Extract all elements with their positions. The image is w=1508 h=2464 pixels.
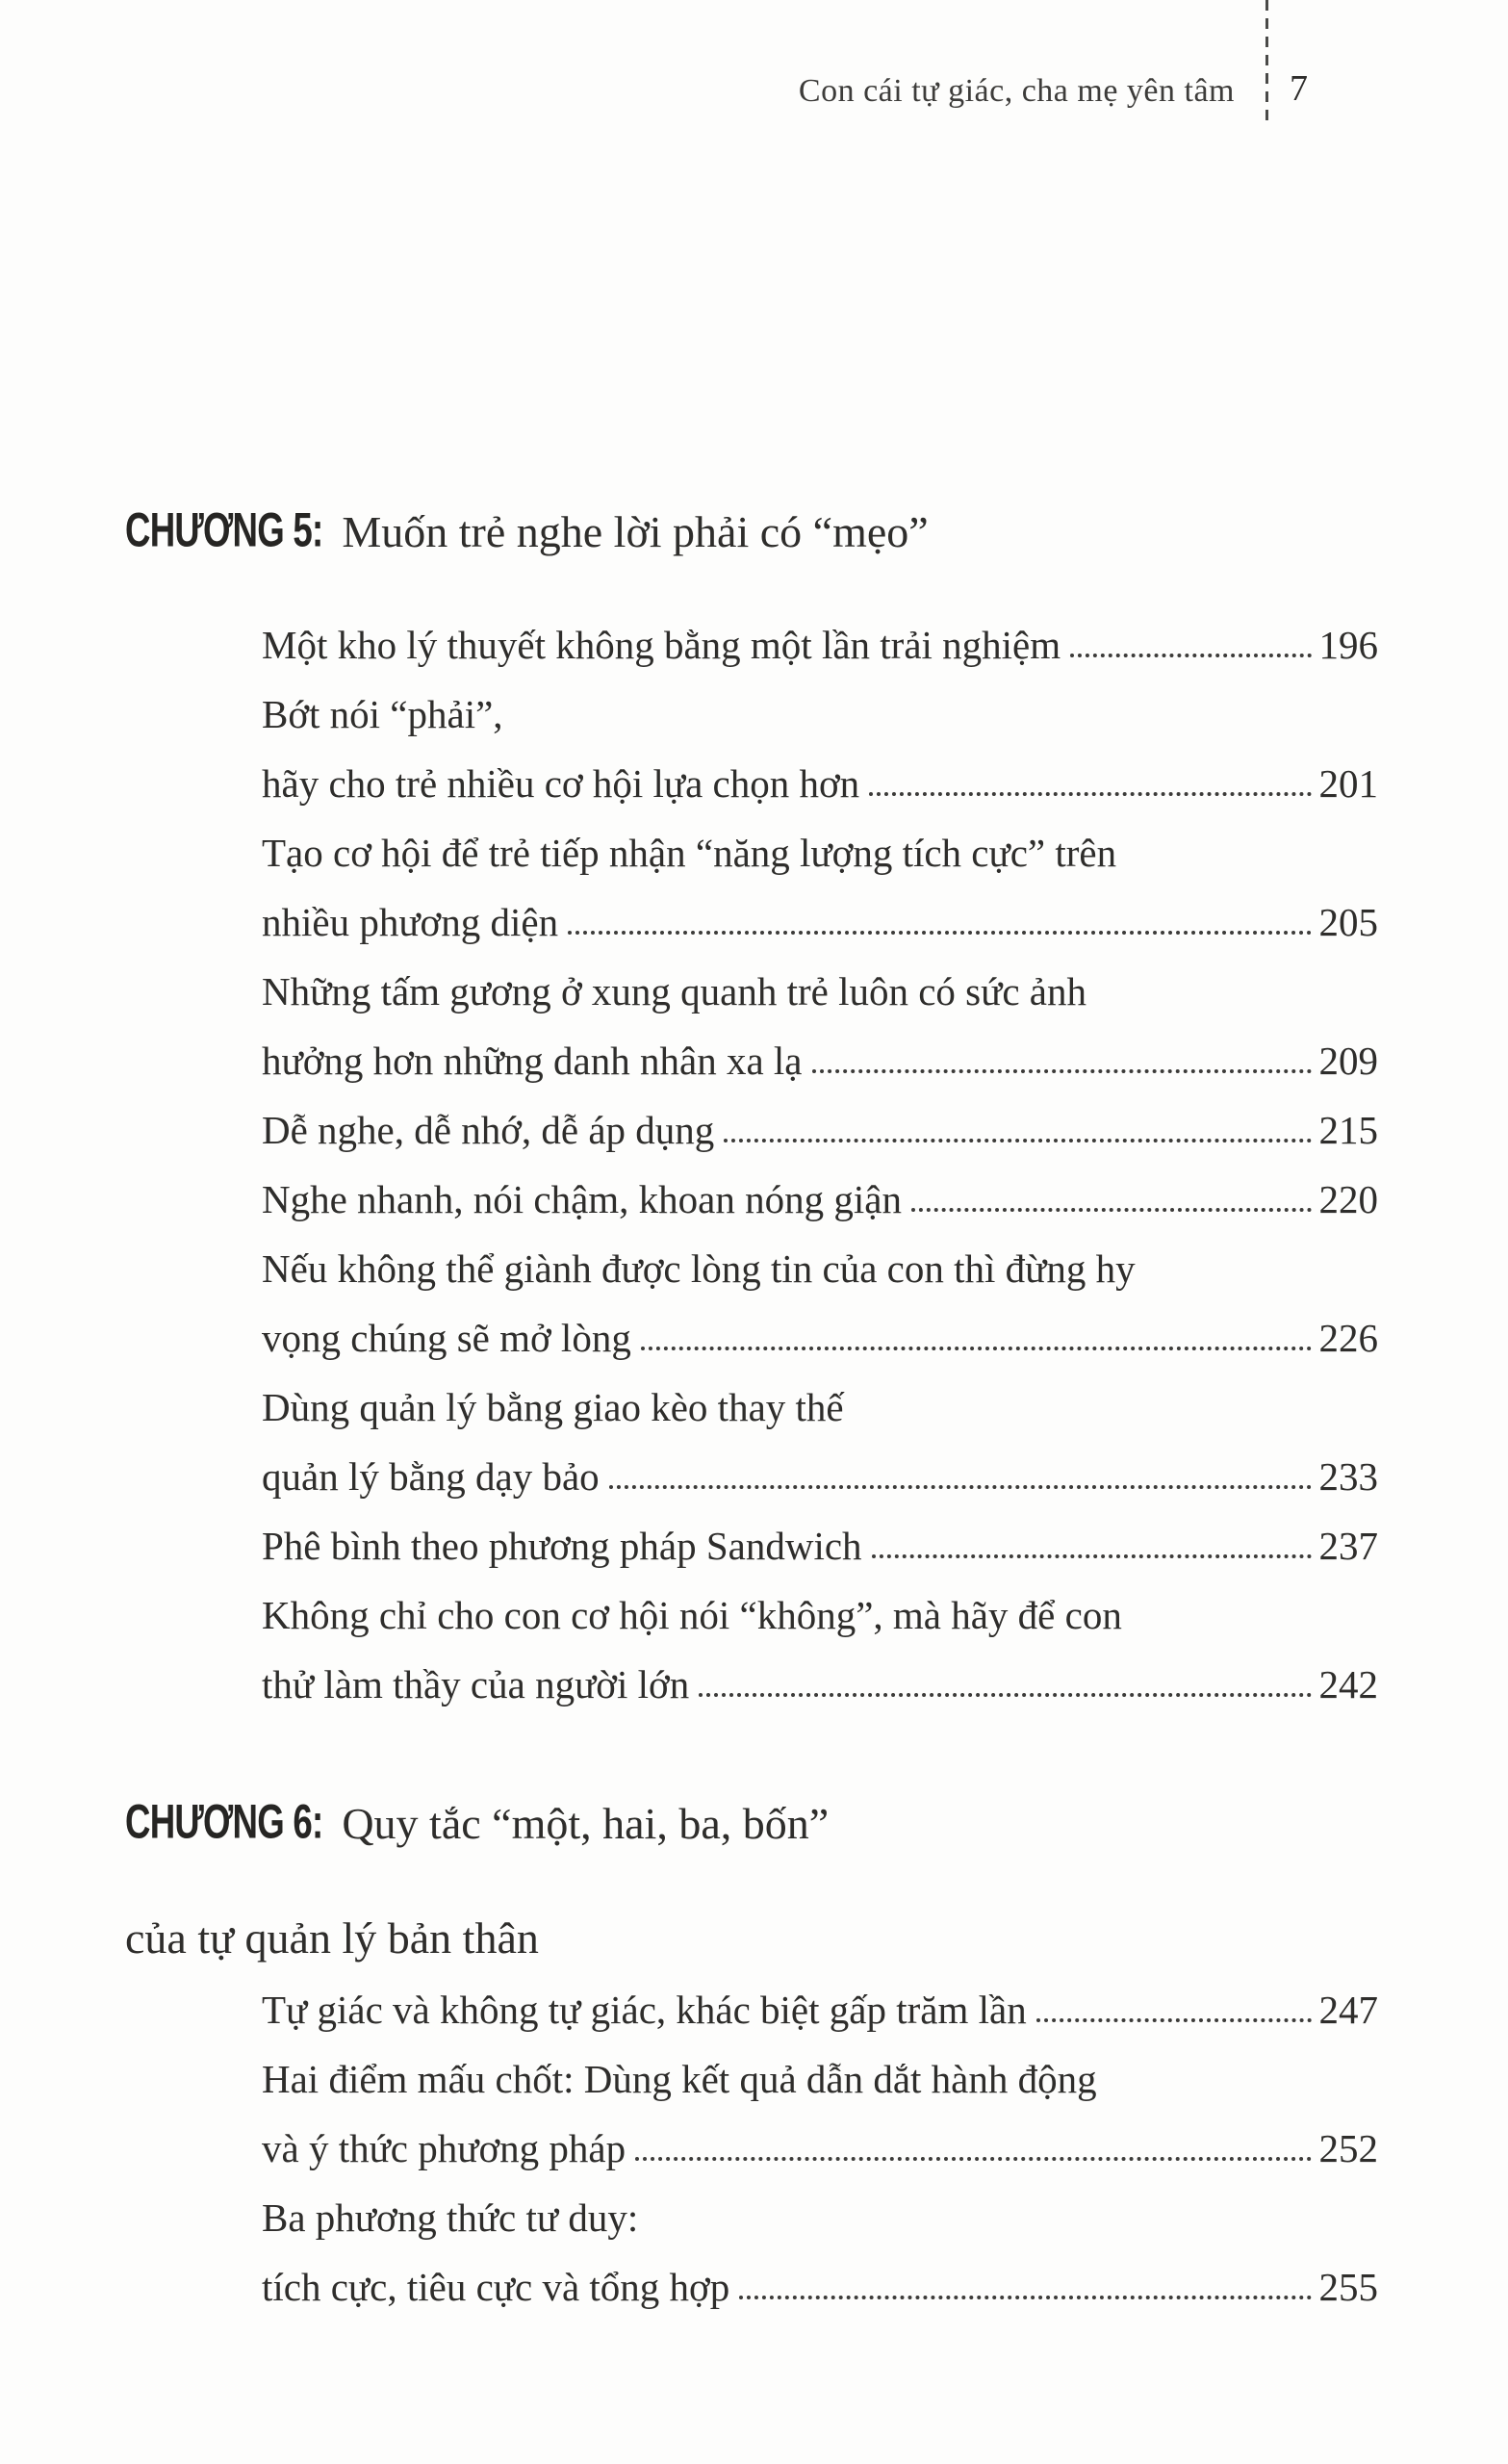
- toc-entry: [125, 1292, 1378, 1361]
- toc-entry: [125, 807, 1378, 876]
- entry-page-number: 220: [1318, 1177, 1378, 1221]
- toc-entry: [125, 737, 1378, 807]
- entry-text: Tạo cơ hội để trẻ tiếp nhận “năng lượng tích cực” trên: [262, 831, 1117, 875]
- entry-text: Một kho lý thuyết không bằng một lần trải nghiệm: [262, 623, 1061, 667]
- entry-text: nhiều phương diện: [262, 900, 559, 944]
- entry-page-number: 215: [1318, 1108, 1378, 1152]
- toc-entry: [125, 599, 1378, 668]
- entry-text: hưởng hơn những danh nhân xa lạ: [262, 1039, 803, 1083]
- entry-page-number: 226: [1318, 1316, 1378, 1360]
- toc-entry: [125, 1964, 1378, 2033]
- entry-page-number: 255: [1318, 2265, 1378, 2309]
- dot-leader: [635, 2157, 1311, 2161]
- toc-entry: [125, 1361, 1378, 1430]
- chapter-5-heading: [125, 501, 1378, 599]
- entry-text: thử làm thầy của người lớn: [262, 1662, 690, 1707]
- entry-page-number: 201: [1318, 761, 1378, 806]
- chapter-6-subtitle: của tự quản lý bản thân: [125, 1913, 539, 1963]
- chapter-6-label: CHƯƠNG 6:: [125, 1793, 323, 1848]
- entry-text: Nếu không thể giành được lòng tin của con thì đừng hy: [262, 1246, 1136, 1291]
- entry-text: Nghe nhanh, nói chậm, khoan nóng giận: [262, 1177, 902, 1221]
- table-of-contents: [125, 501, 1378, 2310]
- toc-entry: [125, 1084, 1378, 1153]
- toc-entry: [125, 1222, 1378, 1292]
- toc-entry: [125, 1014, 1378, 1084]
- toc-entry: [125, 2241, 1378, 2310]
- entry-page-number: 205: [1318, 900, 1378, 944]
- dot-leader: [699, 1693, 1311, 1697]
- entry-text: Phê bình theo phương pháp Sandwich: [262, 1524, 862, 1568]
- page-number: 7: [1290, 68, 1308, 109]
- dot-leader: [641, 1347, 1312, 1350]
- toc-entry: [125, 1153, 1378, 1222]
- entry-text: Dễ nghe, dễ nhớ, dễ áp dụng: [262, 1108, 715, 1152]
- dot-leader: [609, 1485, 1312, 1489]
- chapter-6-title: Quy tắc “một, hai, ba, bốn”: [342, 1799, 830, 1848]
- dot-leader: [724, 1139, 1311, 1142]
- toc-entry: [125, 1500, 1378, 1569]
- toc-entry: [125, 876, 1378, 945]
- header-dashed-divider: [1265, 0, 1268, 123]
- dot-leader: [1036, 2018, 1312, 2022]
- running-title: Con cái tự giác, cha mẹ yên tâm: [798, 73, 1235, 109]
- entry-page-number: 209: [1318, 1039, 1378, 1083]
- toc-entry: [125, 2171, 1378, 2241]
- chapter-5-title: Muốn trẻ nghe lời phải có “mẹo”: [342, 507, 929, 556]
- dot-leader: [568, 931, 1311, 935]
- toc-entry: [125, 945, 1378, 1014]
- entry-text: Tự giác và không tự giác, khác biệt gấp trăm lần: [262, 1988, 1027, 2032]
- dot-leader: [911, 1208, 1312, 1212]
- toc-entry: [125, 1638, 1378, 1707]
- dot-leader: [869, 792, 1311, 796]
- entry-page-number: 242: [1318, 1662, 1378, 1707]
- entry-text: Những tấm gương ở xung quanh trẻ luôn có sức ảnh: [262, 969, 1086, 1014]
- entry-text: quản lý bằng dạy bảo: [262, 1454, 600, 1499]
- entry-page-number: 247: [1318, 1988, 1378, 2032]
- entry-text: Dùng quản lý bằng giao kèo thay thế: [262, 1385, 844, 1429]
- entry-text: Bớt nói “phải”,: [262, 692, 503, 736]
- entry-text: và ý thức phương pháp: [262, 2126, 626, 2170]
- entry-text: Ba phương thức tư duy:: [262, 2195, 639, 2240]
- entry-page-number: 233: [1318, 1454, 1378, 1499]
- entry-page-number: 252: [1318, 2126, 1378, 2170]
- dot-leader: [812, 1069, 1312, 1073]
- toc-entry: [125, 668, 1378, 737]
- entry-page-number: 196: [1318, 623, 1378, 667]
- dot-leader: [872, 1554, 1312, 1558]
- dot-leader: [739, 2296, 1311, 2299]
- entry-text: hãy cho trẻ nhiều cơ hội lựa chọn hơn: [262, 761, 860, 806]
- dot-leader: [1070, 654, 1311, 657]
- toc-entry: [125, 2102, 1378, 2171]
- toc-entry: [125, 1430, 1378, 1500]
- entry-page-number: 237: [1318, 1524, 1378, 1568]
- chapter-5-label: CHƯƠNG 5:: [125, 501, 323, 556]
- entry-text: Không chỉ cho con cơ hội nói “không”, mà hãy để con: [262, 1593, 1122, 1637]
- chapter-6-heading: [125, 1793, 1378, 1890]
- toc-entry: [125, 2033, 1378, 2102]
- entry-text: tích cực, tiêu cực và tổng hợp: [262, 2265, 730, 2309]
- entry-text: Hai điểm mấu chốt: Dùng kết quả dẫn dắt hành động: [262, 2057, 1097, 2101]
- entry-text: vọng chúng sẽ mở lòng: [262, 1316, 631, 1360]
- toc-entry: [125, 1569, 1378, 1638]
